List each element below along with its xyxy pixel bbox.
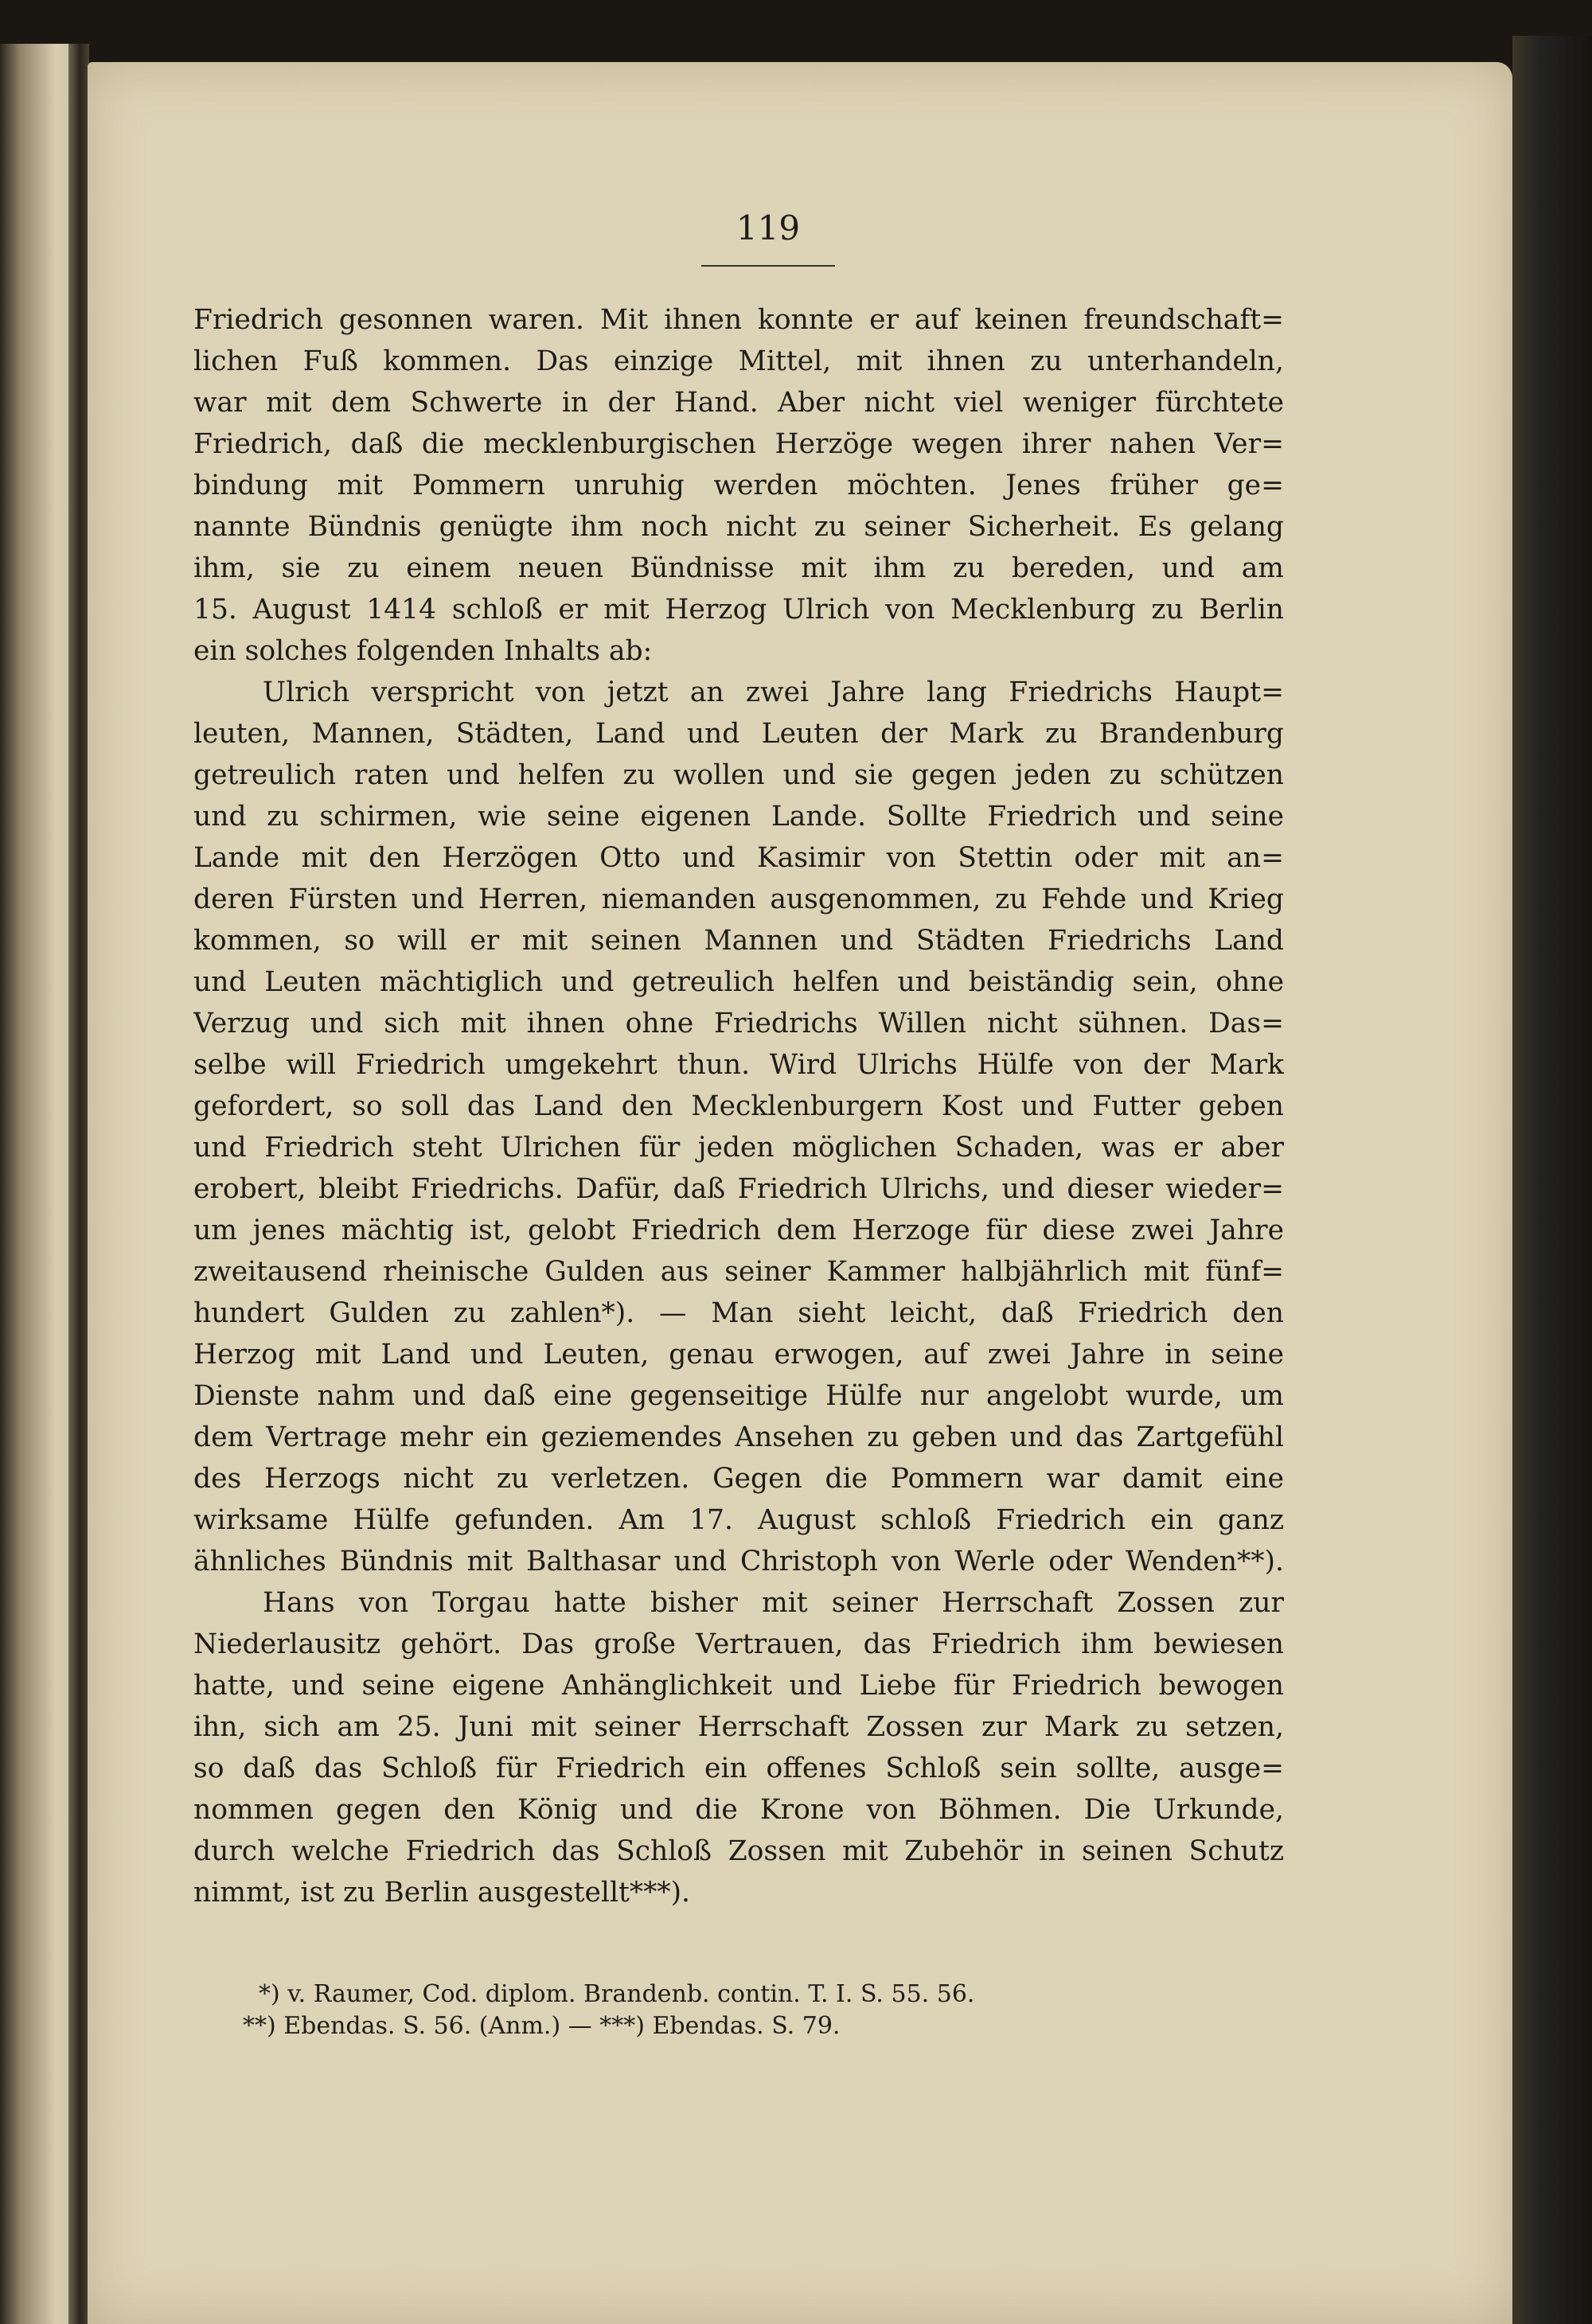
text-line: war mit dem Schwerte in der Hand. Aber nicht viel weniger fürchtete <box>193 387 1284 419</box>
text-line: Niederlausitz gehört. Das große Vertrauen, das Friedrich ihm bewiesen <box>193 1628 1284 1660</box>
text-line: ähnliches Bündnis mit Balthasar und Christoph von Werle oder Wenden**). <box>193 1546 1284 1577</box>
text-line: nommen gegen den König und die Krone von Böhmen. Die Urkunde, <box>193 1794 1284 1826</box>
text-line: deren Fürsten und Herren, niemanden ausgenommen, zu Fehde und Krieg <box>193 883 1284 915</box>
book-gutter <box>68 44 89 2324</box>
text-line: nimmt, ist zu Berlin ausgestellt***). <box>193 1877 691 1909</box>
text-line: um jenes mächtig ist, gelobt Friedrich dem Herzoge für diese zwei Jahre <box>193 1215 1284 1246</box>
text-line: Lande mit den Herzögen Otto und Kasimir von Stettin oder mit an= <box>193 842 1284 874</box>
text-line: nannte Bündnis genügte ihm noch nicht zu seiner Sicherheit. Es gelang <box>193 511 1284 543</box>
text-line: und Friedrich steht Ulrichen für jeden möglichen Schaden, was er aber <box>193 1132 1284 1164</box>
text-line: wirksame Hülfe gefunden. Am 17. August schloß Friedrich ein ganz <box>193 1504 1284 1536</box>
facing-page-edge <box>0 44 80 2324</box>
body-text <box>193 299 1284 1913</box>
text-line: ein solches folgenden Inhalts ab: <box>193 635 653 667</box>
text-line: Friedrich, daß die mecklenburgischen Herzöge wegen ihrer nahen Ver= <box>193 428 1284 460</box>
text-line: ihm, sie zu einem neuen Bündnisse mit ihm zu bereden, und am <box>193 552 1284 584</box>
text-line: Verzug und sich mit ihnen ohne Friedrichs Willen nicht sühnen. Das= <box>193 1008 1284 1039</box>
page-number: 119 <box>736 209 801 248</box>
text-line: selbe will Friedrich umgekehrt thun. Wird Ulrichs Hülfe von der Mark <box>193 1049 1284 1081</box>
text-line: durch welche Friedrich das Schloß Zossen mit Zubehör in seinen Schutz <box>193 1835 1284 1867</box>
text-line: erobert, bleibt Friedrichs. Dafür, daß Friedrich Ulrichs, und dieser wieder= <box>193 1173 1284 1205</box>
text-line: gefordert, so soll das Land den Mecklenburgern Kost und Futter geben <box>193 1090 1284 1122</box>
text-line: dem Vertrage mehr ein geziemendes Ansehen zu geben und das Zartgefühl <box>193 1421 1284 1453</box>
header-rule <box>701 265 835 267</box>
text-line: und Leuten mächtiglich und getreulich helfen und beiständig sein, ohne <box>193 966 1284 998</box>
text-line: so daß das Schloß für Friedrich ein offenes Schloß sein sollte, ausge= <box>193 1753 1284 1784</box>
text-line: hundert Gulden zu zahlen*). — Man sieht leicht, daß Friedrich den <box>193 1297 1284 1329</box>
text-line: Dienste nahm und daß eine gegenseitige Hülfe nur angelobt wurde, um <box>193 1380 1284 1412</box>
footnotes <box>193 1979 1284 2042</box>
text-line: ihn, sich am 25. Juni mit seiner Herrschaft Zossen zur Mark zu setzen, <box>193 1711 1284 1743</box>
text-line: bindung mit Pommern unruhig werden möchten. Jenes früher ge= <box>193 470 1284 501</box>
text-line: und zu schirmen, wie seine eigenen Lande. Sollte Friedrich und seine <box>193 801 1284 833</box>
text-line: hatte, und seine eigene Anhänglichkeit und Liebe für Friedrich bewogen <box>193 1670 1284 1702</box>
text-line: lichen Fuß kommen. Das einzige Mittel, mit ihnen zu unterhandeln, <box>193 345 1284 377</box>
text-line: zweitausend rheinische Gulden aus seiner Kammer halbjährlich mit fünf= <box>193 1256 1284 1288</box>
text-line: Ulrich verspricht von jetzt an zwei Jahre lang Friedrichs Haupt= <box>263 677 1284 708</box>
text-line: kommen, so will er mit seinen Mannen und Städten Friedrichs Land <box>193 925 1284 957</box>
book-binding-edge <box>1512 36 1592 2324</box>
text-line: 15. August 1414 schloß er mit Herzog Ulrich von Mecklenburg zu Berlin <box>193 594 1284 626</box>
text-line: getreulich raten und helfen zu wollen und sie gegen jeden zu schützen <box>193 759 1284 791</box>
text-line: des Herzogs nicht zu verletzen. Gegen die Pommern war damit eine <box>193 1463 1284 1495</box>
footnote: *) v. Raumer, Cod. diplom. Brandenb. contin. T. I. S. 55. 56. <box>259 1980 975 2008</box>
footnote: **) Ebendas. S. 56. (Anm.) — ***) Ebendas. S. 79. <box>243 2012 841 2040</box>
text-line: leuten, Mannen, Städten, Land und Leuten der Mark zu Brandenburg <box>193 718 1284 750</box>
text-line: Herzog mit Land und Leuten, genau erwogen, auf zwei Jahre in seine <box>193 1339 1284 1371</box>
text-line: Hans von Torgau hatte bisher mit seiner Herrschaft Zossen zur <box>263 1587 1284 1619</box>
text-line: Friedrich gesonnen waren. Mit ihnen konnte er auf keinen freundschaft= <box>193 304 1284 336</box>
